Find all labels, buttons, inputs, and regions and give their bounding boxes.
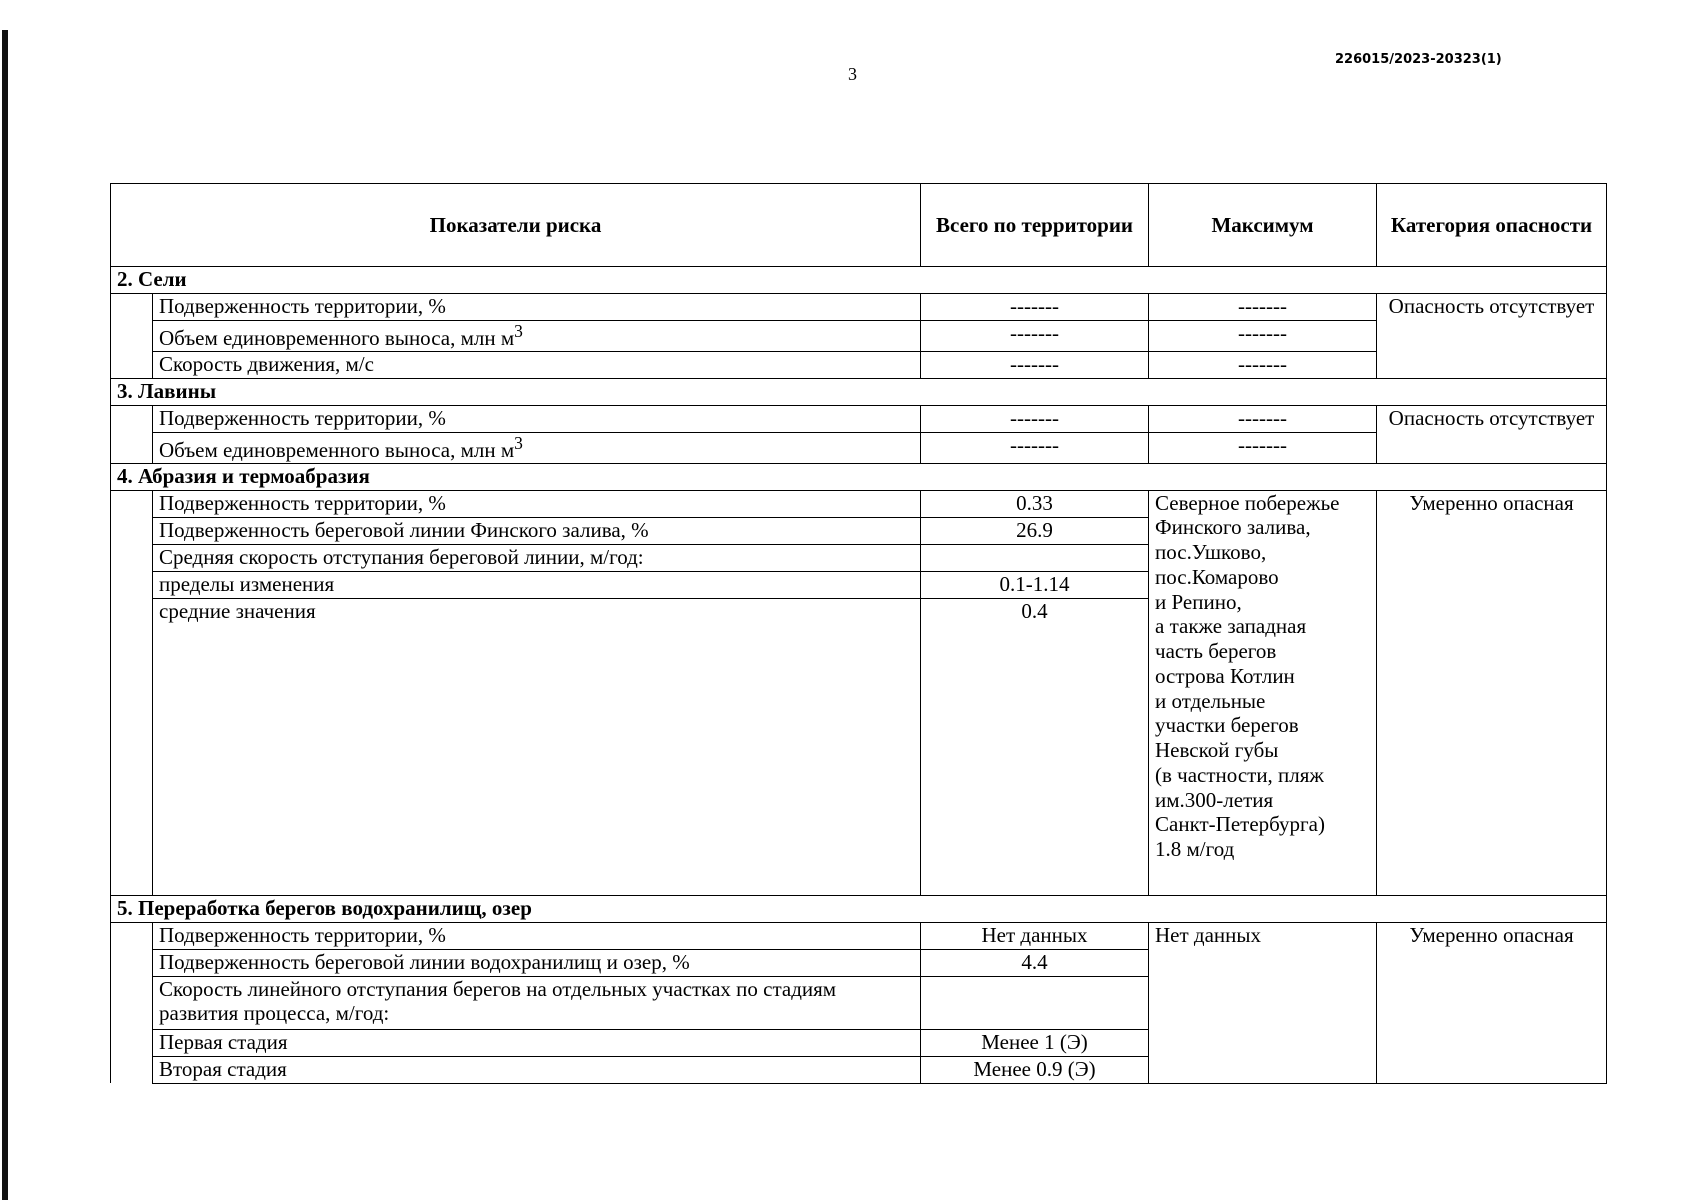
section-title-avalanches: 3. Лавины	[111, 378, 1607, 405]
row-label: пределы изменения	[153, 571, 921, 598]
row-total: 4.4	[921, 949, 1149, 976]
row-total: -------	[921, 432, 1149, 463]
row-total: -------	[921, 321, 1149, 352]
row-max: -------	[1149, 405, 1377, 432]
header-indicator: Показатели риска	[111, 184, 921, 267]
row-max: Нет данных	[1149, 922, 1377, 1083]
row-label: Первая стадия	[153, 1029, 921, 1056]
row-total	[921, 976, 1149, 1029]
row-total: 0.1-1.14	[921, 571, 1149, 598]
header-maximum: Максимум	[1149, 184, 1377, 267]
row-total: 26.9	[921, 517, 1149, 544]
page-number: 3	[848, 64, 857, 84]
row-label: Скорость линейного отступания берегов на отдельных участках по стадиям развития процесса, м/год:	[153, 976, 921, 1029]
row-category: Опасность отсутствует	[1377, 294, 1607, 379]
table-row	[111, 490, 1607, 517]
row-total: -------	[921, 294, 1149, 321]
section-title-abrasion: 4. Абразия и термоабразия	[111, 463, 1607, 490]
row-label: Объем единовременного выноса, млн $м^3$	[153, 321, 921, 352]
row-label: Подверженность территории, %	[153, 405, 921, 432]
row-label: Средняя скорость отступания береговой линии, м/год:	[153, 544, 921, 571]
row-max-note: Северное побережье Финского залива, пос.Ушково, пос.Комарово и Репино, а также западная часть берегов острова Котлин и отдельные участки берегов Невской губы (в частности, пляж им.300-летия Санкт-Петербурга) 1.8 м/год	[1149, 490, 1377, 895]
risk-indicators-table	[110, 183, 1607, 1084]
row-label: Подверженность территории, %	[153, 490, 921, 517]
scan-edge-mark	[2, 30, 8, 1200]
row-category: Опасность отсутствует	[1377, 405, 1607, 463]
row-max: -------	[1149, 432, 1377, 463]
row-total: Нет данных	[921, 922, 1149, 949]
row-total: Менее 1 (Э)	[921, 1029, 1149, 1056]
table-row	[111, 922, 1607, 949]
row-category: Умеренно опасная	[1377, 922, 1607, 1083]
section-title-mudflows: 2. Сели	[111, 267, 1607, 294]
document-id: 226015/2023-20323(1)	[1335, 52, 1502, 67]
section-row	[111, 378, 1607, 405]
row-label: Вторая стадия	[153, 1056, 921, 1083]
row-label: Подверженность береговой линии водохранилищ и озер, %	[153, 949, 921, 976]
row-total: 0.4	[921, 598, 1149, 895]
row-total: -------	[921, 405, 1149, 432]
row-max: -------	[1149, 351, 1377, 378]
table-header-row	[111, 184, 1607, 267]
row-label: Подверженность территории, %	[153, 294, 921, 321]
row-total	[921, 544, 1149, 571]
header-total: Всего по территории	[921, 184, 1149, 267]
row-label: Подверженность береговой линии Финского залива, %	[153, 517, 921, 544]
section-row	[111, 895, 1607, 922]
row-label: Скорость движения, м/с	[153, 351, 921, 378]
section-row	[111, 267, 1607, 294]
row-total: -------	[921, 351, 1149, 378]
header-category: Категория опасности	[1377, 184, 1607, 267]
row-label: Подверженность территории, %	[153, 922, 921, 949]
table-row	[111, 294, 1607, 321]
table-row	[111, 405, 1607, 432]
section-row	[111, 463, 1607, 490]
row-total: 0.33	[921, 490, 1149, 517]
section-title-reservoirs: 5. Переработка берегов водохранилищ, озер	[111, 895, 1607, 922]
row-category: Умеренно опасная	[1377, 490, 1607, 895]
row-label: средние значения	[153, 598, 921, 895]
row-max: -------	[1149, 294, 1377, 321]
row-max: -------	[1149, 321, 1377, 352]
row-total: Менее 0.9 (Э)	[921, 1056, 1149, 1083]
row-label: Объем единовременного выноса, млн $м^3$	[153, 432, 921, 463]
